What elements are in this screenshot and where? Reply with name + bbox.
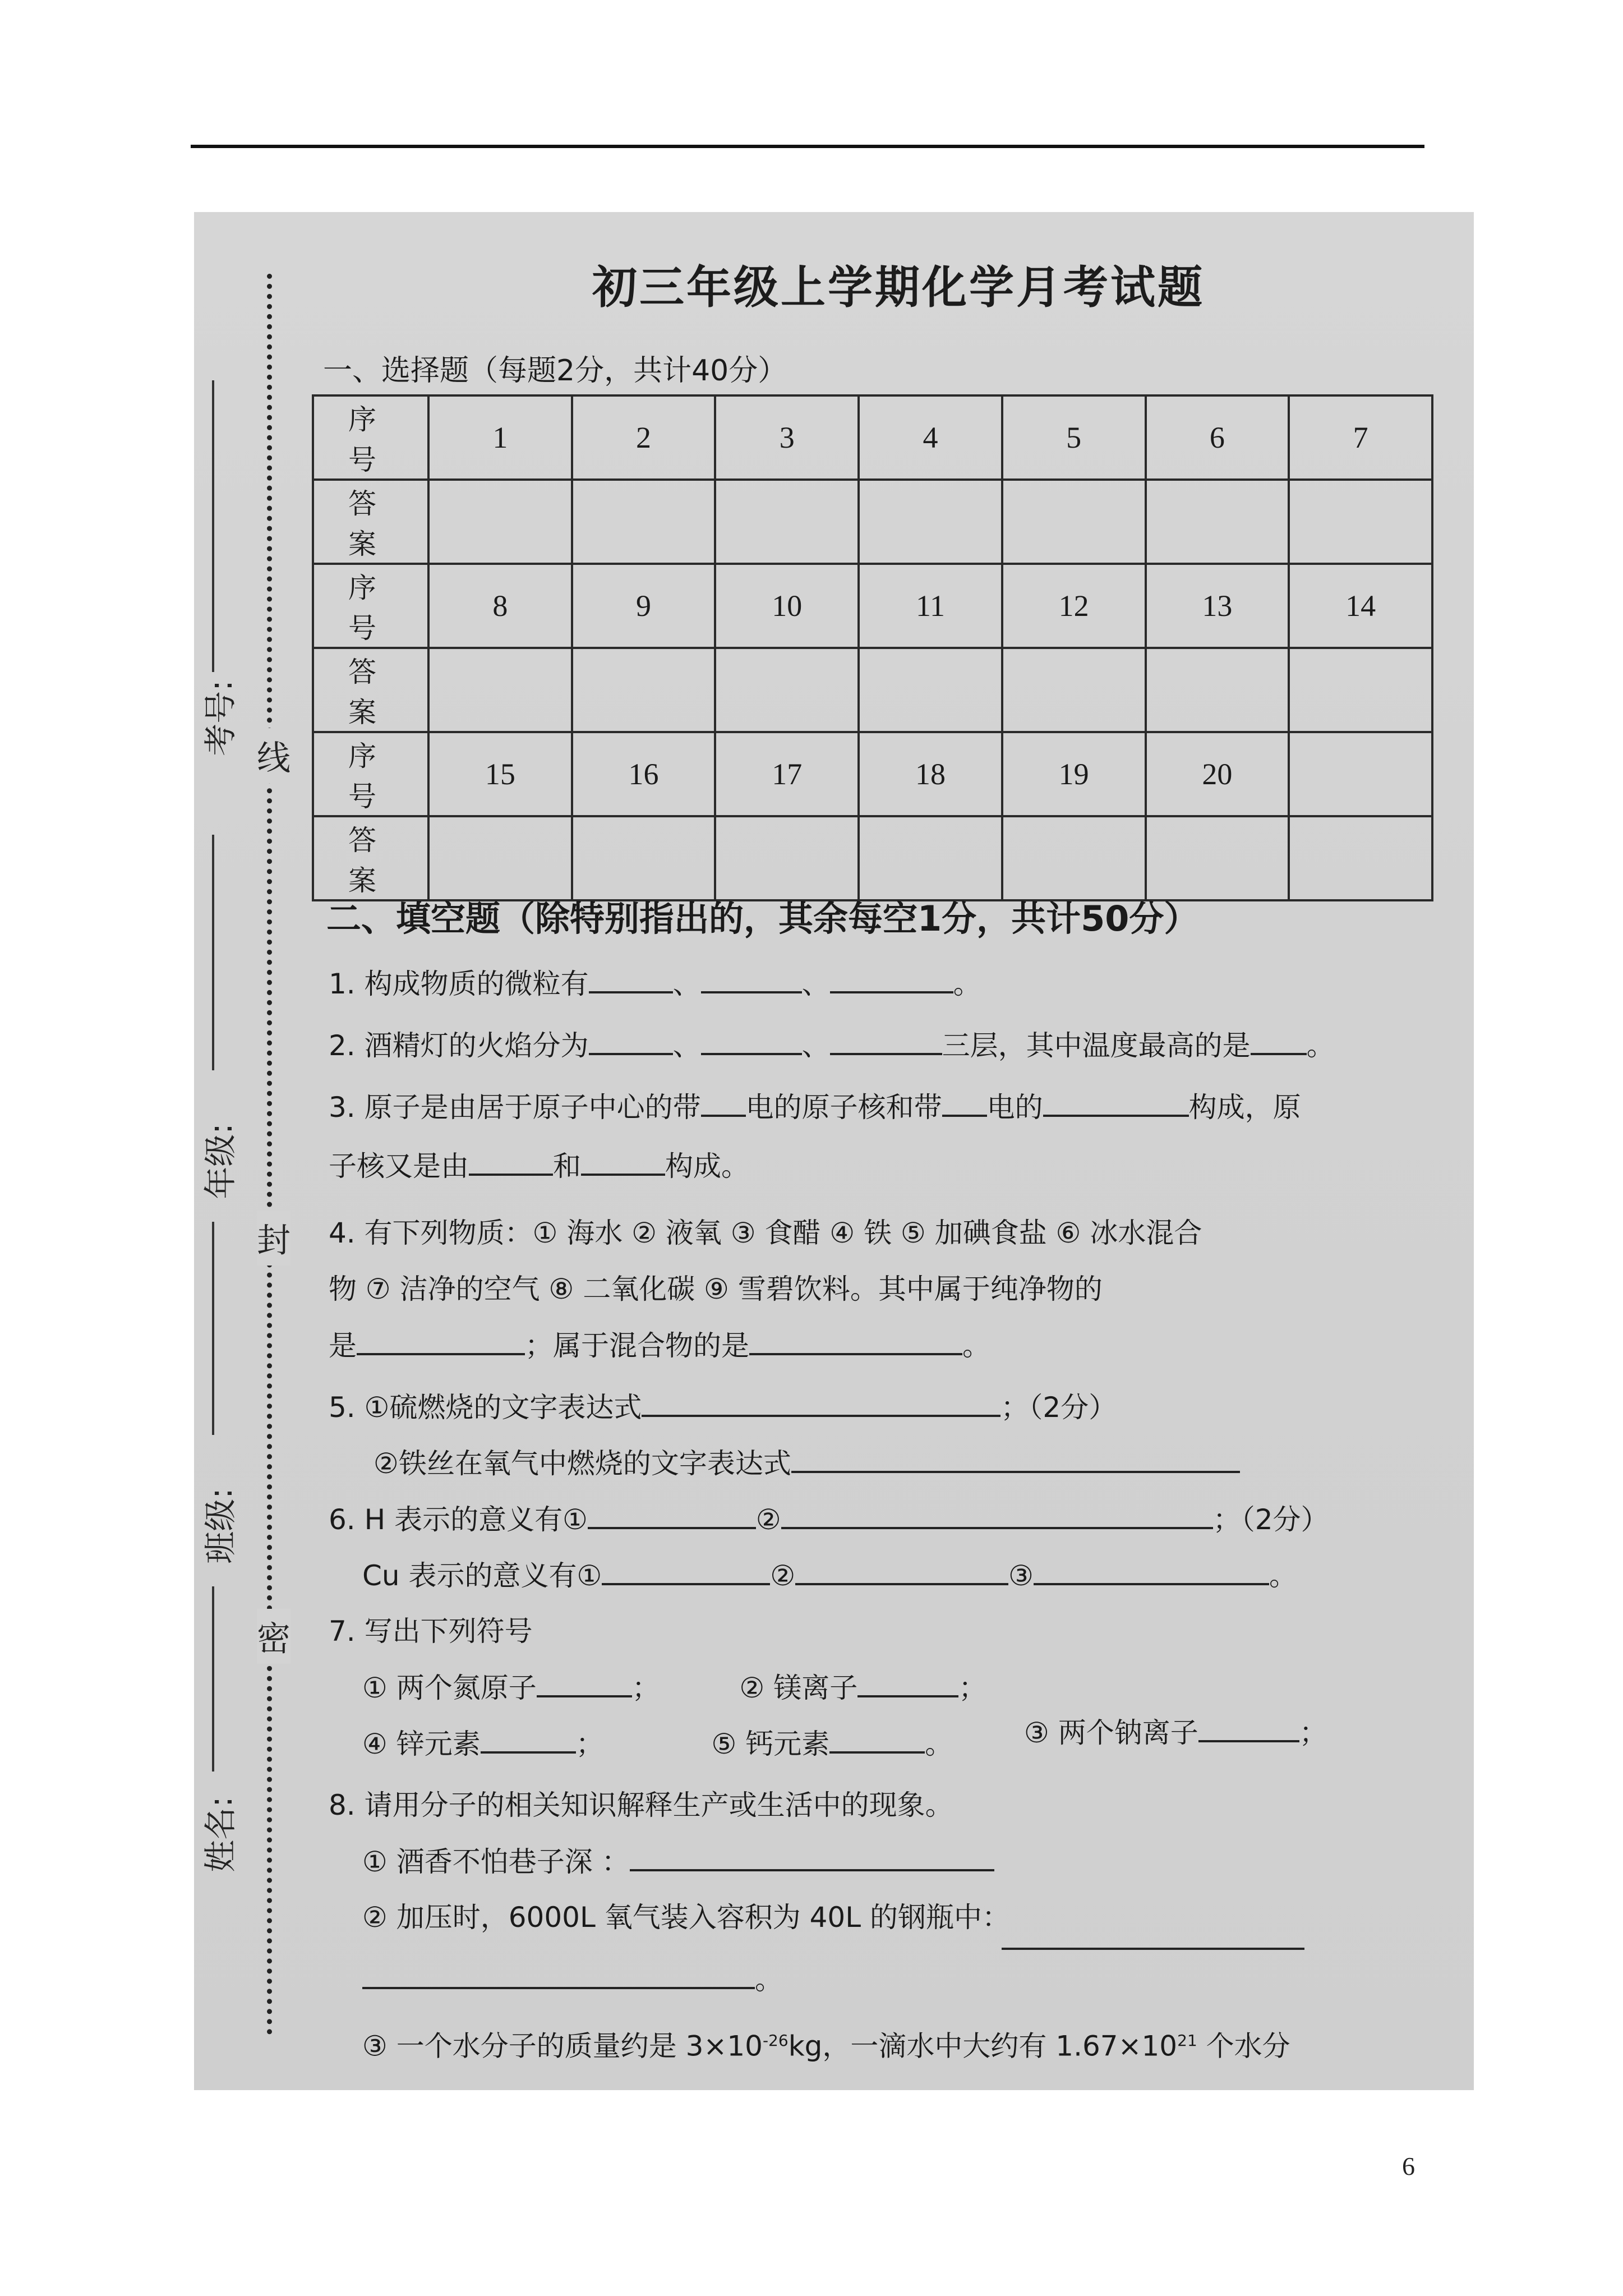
exam-photo (194, 212, 1474, 2090)
punctuation: 。 (953, 968, 981, 1000)
question-text: ④ 锌元素 (362, 1728, 481, 1760)
answer-grid (312, 394, 1433, 901)
question-text: 和 (553, 1150, 581, 1182)
answer-blank[interactable] (357, 1328, 525, 1355)
side-label-id: 考号: (201, 680, 239, 756)
answer-blank[interactable] (602, 1558, 770, 1585)
question-text: 电的 (986, 1091, 1043, 1124)
question-text: ③ 两个钠离子 (1024, 1717, 1198, 1749)
question-3 (329, 1090, 1301, 1124)
section2-heading: 二、填空题（除特别指出的，其余每空1分，共计50分） (326, 898, 1199, 939)
answer-cell[interactable] (715, 480, 859, 564)
answer-cell[interactable] (1146, 480, 1289, 564)
exponent: 21 (1177, 2031, 1197, 2050)
binding-line (267, 274, 272, 2035)
question-number: 4 (859, 395, 1002, 480)
answer-cell[interactable] (428, 816, 572, 900)
exponent: -26 (762, 2031, 789, 2050)
question-8-item2 (362, 1901, 1010, 1934)
side-blank-name (212, 1586, 214, 1772)
answer-blank[interactable] (701, 967, 802, 993)
answer-blank[interactable] (830, 1028, 942, 1055)
question-text: ② 镁离子 (739, 1672, 858, 1704)
question-4-line3 (329, 1328, 990, 1363)
row-label: 答 案 (313, 648, 428, 732)
question-text: ② (755, 1503, 781, 1536)
question-number: 17 (715, 732, 859, 816)
answer-blank[interactable] (581, 1149, 665, 1176)
page-number: 6 (1402, 2152, 1415, 2180)
question-text: ③ 一个水分子的质量约是 3×10 (362, 2030, 763, 2063)
question-text: 构成，原 (1188, 1091, 1301, 1124)
punctuation: 。 (962, 1329, 990, 1362)
answer-blank[interactable] (1043, 1090, 1189, 1117)
question-number: 9 (572, 564, 716, 648)
row-label: 答 案 (313, 816, 428, 900)
question-number: 11 (859, 564, 1002, 648)
question-3-cont (329, 1149, 749, 1183)
question-number (1289, 732, 1432, 816)
question-number: 20 (1146, 732, 1289, 816)
answer-cell[interactable] (1002, 480, 1146, 564)
question-number: 7 (1289, 395, 1432, 480)
side-label-name: 姓名: (201, 1796, 239, 1872)
answer-blank[interactable] (701, 1028, 802, 1055)
question-6-b (362, 1558, 1297, 1593)
answer-cell[interactable] (572, 480, 716, 564)
header-rule (191, 145, 1424, 148)
punctuation: 。 (1306, 1029, 1335, 1062)
punctuation: 。 (1269, 1559, 1297, 1592)
punctuation: ； (1299, 1717, 1327, 1749)
question-text: 是 (329, 1329, 357, 1362)
answer-blank[interactable] (857, 1671, 958, 1697)
table-row (313, 732, 1432, 816)
question-text: 3. 原子是由居于原子中心的带 (329, 1091, 701, 1124)
question-number: 19 (1002, 732, 1146, 816)
answer-blank[interactable] (701, 1090, 746, 1117)
table-row (313, 816, 1432, 900)
answer-blank[interactable] (942, 1090, 987, 1117)
punctuation: ； (631, 1672, 660, 1704)
side-label-grade: 年级: (201, 1123, 239, 1199)
answer-blank[interactable] (830, 967, 953, 993)
side-label-class: 班级: (201, 1488, 239, 1564)
question-text: 三层，其中温度最高的是 (942, 1029, 1251, 1062)
question-text: ② 加压时，6000L 氧气装入容积为 40L 的钢瓶中： (362, 1901, 1010, 1934)
question-text: 6. H 表示的意义有① (329, 1503, 588, 1536)
question-number: 8 (428, 564, 572, 648)
answer-blank[interactable] (749, 1328, 962, 1355)
row-label: 序 号 (313, 732, 428, 816)
question-text: ⑤ 钙元素 (711, 1728, 830, 1760)
question-text: ②铁丝在氧气中燃烧的文字表达式 (374, 1447, 791, 1480)
side-blank-id (212, 380, 214, 672)
binding-mark-seal: 封 (257, 1211, 291, 1266)
answer-blank[interactable] (588, 1502, 756, 1529)
question-number: 3 (715, 395, 859, 480)
answer-blank[interactable] (791, 1446, 1240, 1473)
answer-cell[interactable] (572, 648, 716, 732)
answer-blank[interactable] (589, 1028, 673, 1055)
question-text: ① 两个氮原子 (362, 1672, 537, 1704)
answer-cell[interactable] (859, 648, 1002, 732)
question-7: 7. 写出下列符号 (329, 1615, 533, 1648)
row-label: 序 号 (313, 395, 428, 480)
question-text: 子核又是由 (329, 1150, 469, 1182)
question-number: 13 (1146, 564, 1289, 648)
answer-blank[interactable] (589, 967, 673, 993)
side-blank-grade (212, 835, 214, 1070)
answer-cell[interactable] (715, 648, 859, 732)
separator: 、 (801, 1029, 830, 1062)
separator: 、 (672, 968, 701, 1000)
answer-cell[interactable] (1002, 648, 1146, 732)
answer-blank[interactable] (1002, 1923, 1304, 1950)
question-6 (329, 1502, 1329, 1536)
question-4-line2: 物 ⑦ 洁净的空气 ⑧ 二氧化碳 ⑨ 雪碧饮料。其中属于纯净物的 (329, 1273, 1103, 1305)
question-number: 1 (428, 395, 572, 480)
question-8: 8. 请用分子的相关知识解释生产或生活中的现象。 (329, 1789, 953, 1821)
answer-blank[interactable] (829, 1727, 925, 1754)
answer-blank[interactable] (1251, 1028, 1307, 1055)
section1-heading: 一、选择题（每题2分，共计40分） (323, 354, 787, 388)
question-8-item1 (362, 1844, 994, 1879)
punctuation: 。 (755, 1963, 783, 1996)
table-row (313, 564, 1432, 648)
question-number: 2 (572, 395, 716, 480)
question-text: 个水分 (1197, 2030, 1290, 2063)
side-blank-class (212, 1222, 214, 1435)
answer-blank[interactable] (481, 1727, 576, 1754)
question-5-b (374, 1446, 1240, 1480)
question-text: ③ (1008, 1559, 1034, 1592)
question-4: 4. 有下列物质：① 海水 ② 液氧 ③ 食醋 ④ 铁 ⑤ 加碘食盐 ⑥ 冰水混合 (329, 1217, 1202, 1249)
question-text: kg，一滴水中大约有 1.67×10 (788, 2030, 1178, 2063)
answer-blank[interactable] (362, 1962, 755, 1989)
punctuation: 。 (925, 1728, 953, 1760)
answer-blank[interactable] (537, 1671, 632, 1697)
answer-blank[interactable] (795, 1558, 1008, 1585)
answer-cell[interactable] (1289, 816, 1432, 900)
answer-cell[interactable] (1002, 816, 1146, 900)
question-number: 14 (1289, 564, 1432, 648)
binding-mark-line: 线 (257, 728, 291, 783)
question-7-row1 (362, 1671, 986, 1705)
row-label: 序 号 (313, 564, 428, 648)
answer-blank[interactable] (1198, 1715, 1299, 1742)
question-text: 5. ①硫燃烧的文字表达式 (329, 1391, 642, 1424)
question-text: ；（2分） (1212, 1503, 1329, 1536)
question-number: 16 (572, 732, 716, 816)
question-text: ② (770, 1559, 796, 1592)
question-text: 构成。 (665, 1150, 749, 1182)
separator: 、 (801, 968, 830, 1000)
answer-cell[interactable] (1289, 480, 1432, 564)
answer-blank[interactable] (469, 1149, 553, 1176)
question-text: ① 酒香不怕巷子深 ： (362, 1846, 630, 1878)
question-5 (329, 1390, 1117, 1424)
question-2 (329, 1028, 1335, 1062)
answer-cell[interactable] (1146, 648, 1289, 732)
exam-title: 初三年级上学期化学月考试题 (592, 261, 1205, 314)
question-text: 2. 酒精灯的火焰分为 (329, 1029, 589, 1062)
answer-cell[interactable] (428, 648, 572, 732)
answer-blank[interactable] (1034, 1558, 1269, 1585)
question-number: 6 (1146, 395, 1289, 480)
separator: 、 (672, 1029, 701, 1062)
question-text: 1. 构成物质的微粒有 (329, 968, 589, 1000)
question-8-blank2 (362, 1962, 783, 1996)
row-label: 答 案 (313, 480, 428, 564)
answer-cell[interactable] (715, 816, 859, 900)
answer-cell[interactable] (859, 816, 1002, 900)
answer-blank[interactable] (630, 1844, 994, 1871)
answer-cell[interactable] (859, 480, 1002, 564)
answer-cell[interactable] (1146, 816, 1289, 900)
punctuation: ； (575, 1728, 604, 1760)
table-row (313, 480, 1432, 564)
question-text: ；（2分） (1000, 1391, 1117, 1424)
answer-blank[interactable] (642, 1390, 1000, 1417)
question-number: 15 (428, 732, 572, 816)
question-7-row2 (362, 1727, 953, 1761)
question-1 (329, 967, 981, 1001)
table-row (313, 648, 1432, 732)
question-text: ；属于混合物的是 (525, 1329, 749, 1362)
question-text: 电的原子核和带 (745, 1091, 942, 1124)
punctuation: ； (958, 1672, 987, 1704)
question-text: Cu 表示的意义有① (362, 1559, 602, 1592)
question-8-item3 (362, 2024, 1290, 2063)
question-number: 12 (1002, 564, 1146, 648)
question-number: 18 (859, 732, 1002, 816)
question-number: 5 (1002, 395, 1146, 480)
answer-cell[interactable] (572, 816, 716, 900)
question-7-item3 (1024, 1715, 1327, 1750)
answer-cell[interactable] (428, 480, 572, 564)
question-number: 10 (715, 564, 859, 648)
table-row (313, 395, 1432, 480)
answer-blank[interactable] (781, 1502, 1213, 1529)
answer-cell[interactable] (1289, 648, 1432, 732)
binding-mark-secret: 密 (257, 1609, 291, 1664)
